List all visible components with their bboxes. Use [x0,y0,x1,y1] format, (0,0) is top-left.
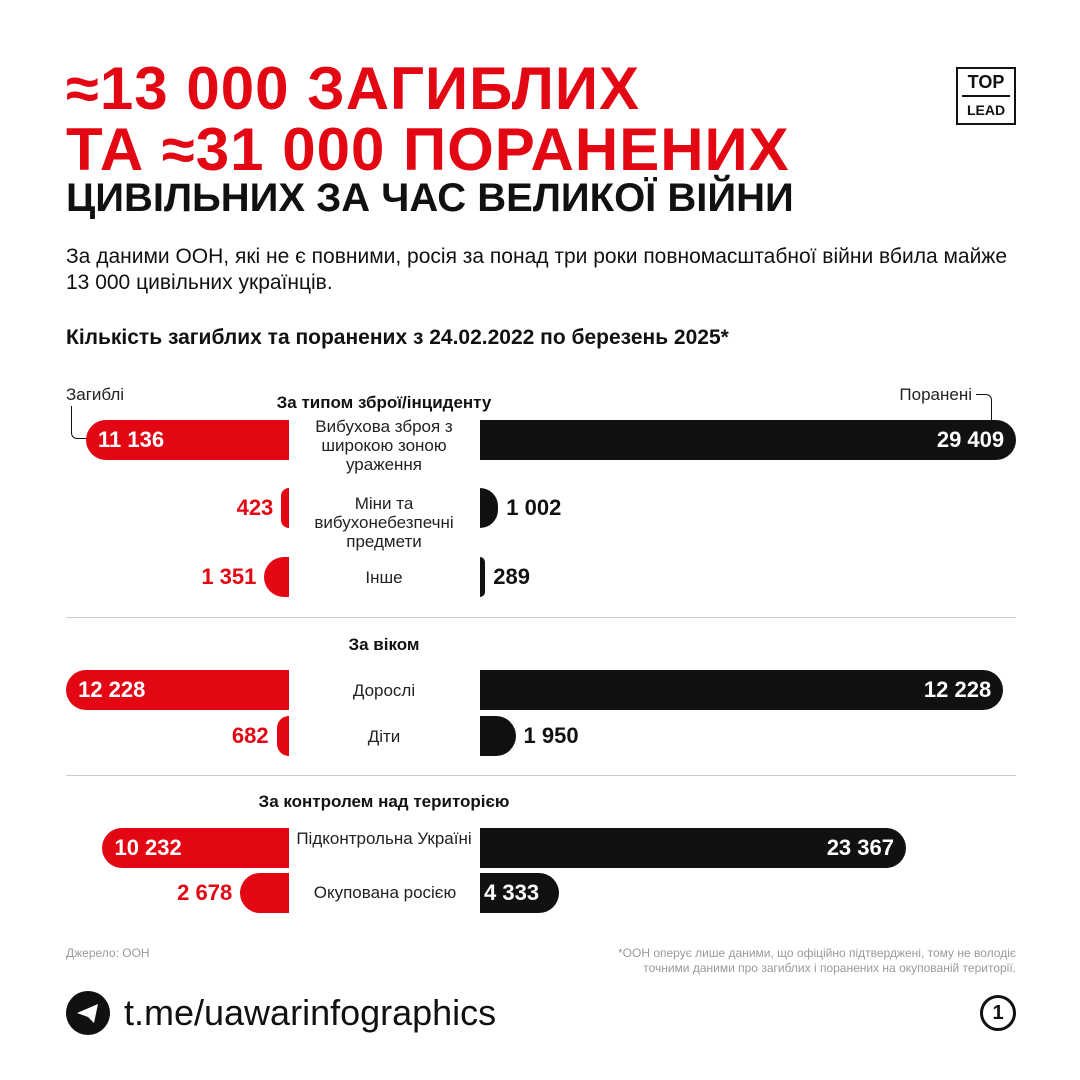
logo-bottom: LEAD [966,102,1006,118]
source: Джерело: ООН [66,946,150,960]
value-killed: 423 [236,495,274,520]
value-killed: 11 136 [97,427,165,452]
bar-injured [480,488,498,528]
bar-killed [277,716,289,756]
value-injured: 23 367 [826,835,894,860]
logo-top: TOP [962,69,1010,97]
footnote [618,946,1016,976]
value-injured: 29 409 [936,427,1005,452]
bar-killed [281,488,289,528]
value-killed: 10 232 [114,835,182,860]
title-line-2: ТА ≈31 000 ПОРАНЕНИХ [66,116,790,183]
value-killed: 682 [231,723,269,748]
value-injured: 1 950 [523,723,579,748]
bar-injured [480,557,485,597]
legend-injured-connector [976,394,992,420]
title-line-3: ЦИВІЛЬНИХ ЗА ЧАС ВЕЛИКОЇ ВІЙНИ [66,176,794,220]
group-title: За типом зброї/інциденту [276,393,492,412]
value-killed: 2 678 [177,880,233,905]
category-label: Вибухова зброя з широкою зоною ураження [315,417,453,474]
top-lead-logo [956,67,1016,125]
bar-injured [480,716,516,756]
value-injured: 12 228 [923,677,992,702]
title-line-1: ≈13 000 ЗАГИБЛИХ [66,55,641,122]
bar-killed [264,557,289,597]
legend-injured: Поранені [899,385,972,404]
divider [66,775,1016,776]
legend-killed: Загиблі [66,385,125,404]
divider [66,617,1016,618]
telegram-link[interactable]: t.me/uawarinfographics [124,992,497,1033]
group-title: За контролем над територією [258,792,510,811]
bar-killed [240,873,289,913]
category-label: Інше [365,567,403,587]
page-number: 1 [980,995,1016,1031]
group-title: За віком [348,635,420,654]
category-label: Міни та вибухонебезпечні предмети [314,493,454,551]
value-killed: 12 228 [78,677,146,702]
telegram-icon [66,991,110,1035]
value-killed: 1 351 [201,564,257,589]
category-label: Дорослі [352,680,416,700]
footnote-line-2: точними даними про загиблих і поранених на окупованій території. [643,961,1016,975]
intro-text: За даними ООН, які не є повними, росія за понад три роки повномасштабної війни вбила майже 13 000 цивільних українців. [66,245,1008,294]
chart-title: Кількість загиблих та поранених з 24.02.2022 по березень 2025* [66,326,729,349]
footnote-line-1: *ООН оперує лише даними, що офіційно підтверджені, тому не володіє [618,946,1016,960]
legend-killed-connector [71,406,87,439]
value-injured: 4 333 [484,880,540,905]
category-label: Окупована росією [313,883,457,902]
category-label: Підконтрольна Україні [296,829,472,848]
category-label: Діти [367,726,401,746]
value-injured: 289 [493,564,530,589]
value-injured: 1 002 [506,495,562,520]
bar-injured [480,420,1016,460]
